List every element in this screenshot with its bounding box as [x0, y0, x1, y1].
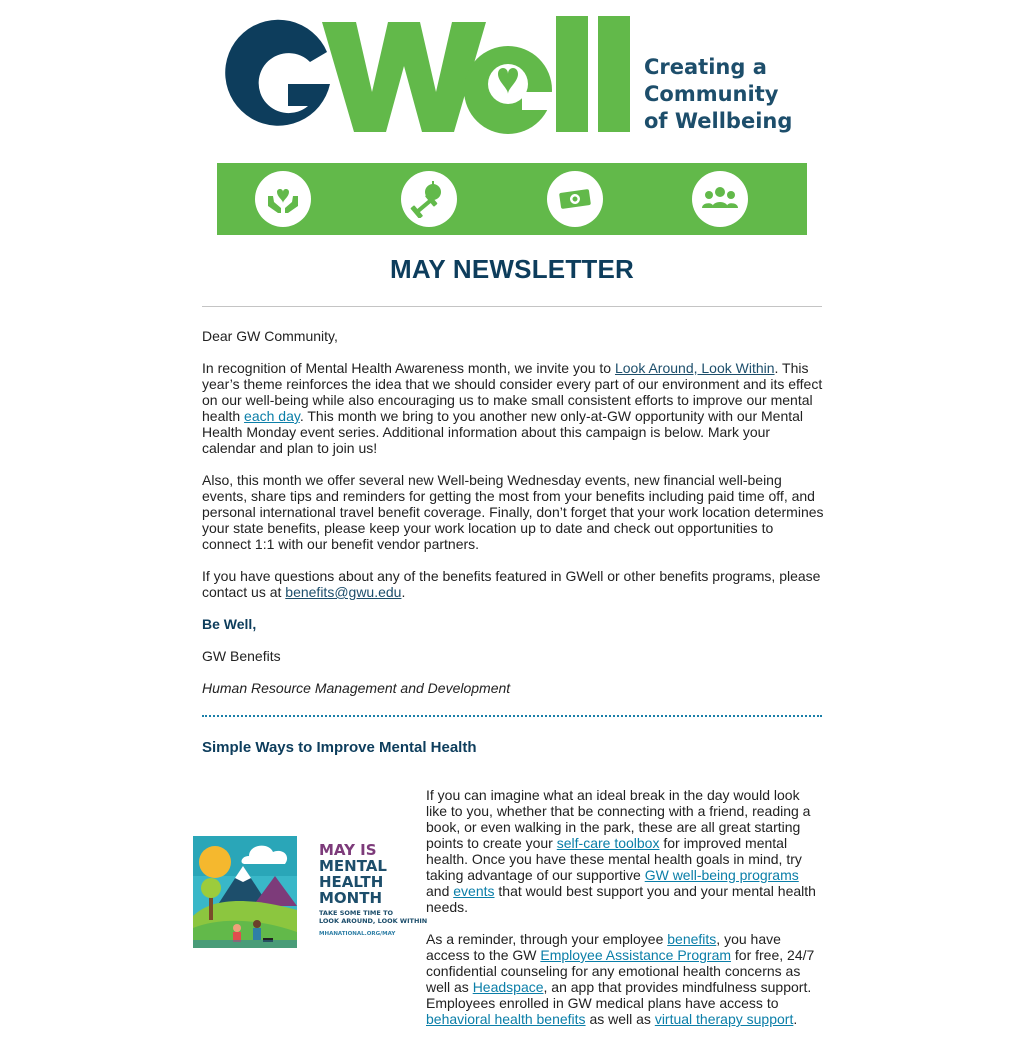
contact-text-1: If you have questions about any of the benefits featured in GWell or other benefits programs, please contact us at [202, 568, 821, 600]
sender-name: GW Benefits [202, 648, 281, 664]
self-care-text-2: for improved mental health. Once you have these mental health goals in mind, try taking advantage of our supportive [426, 835, 802, 883]
tagline-line-3: of Wellbeing [644, 109, 793, 133]
self-care-text-4: that would best support you and your mental health needs. [426, 883, 816, 915]
icon-banner [217, 163, 807, 235]
promo-line-5: TAKE SOME TIME TO [319, 909, 394, 917]
tagline-line-1: Creating a [644, 55, 767, 79]
mental-health-month-graphic [193, 836, 428, 948]
signoff: Be Well, [202, 616, 257, 632]
logo-tagline [644, 54, 814, 135]
reminder-text-5: as well as [585, 1011, 655, 1027]
contact-paragraph [202, 568, 824, 600]
well-being-programs-link[interactable]: GW well-being programs [644, 867, 799, 883]
apple-dumbbell-icon [401, 171, 457, 227]
self-care-text-3: and [426, 883, 454, 899]
tagline-line-2: Community [644, 82, 779, 106]
events-paragraph: Also, this month we offer several new Well-being Wednesday events, new financial well-being events, share tips and reminders for getting the most from your benefits including paid time off, and personal international travel benefit coverage. Finally, don’t forget that your work location determines your state benefits, please keep your work location up to date and check out opportunities to connect 1:1 with our benefit vendor partners. [202, 472, 824, 552]
people-group-icon [692, 171, 748, 227]
newsletter-title: MAY NEWSLETTER [389, 254, 635, 284]
logo-letter-g [225, 20, 330, 126]
promo-line-4: MONTH [319, 889, 383, 907]
reminder-text-6: . [793, 1011, 798, 1027]
reminder-text-1: As a reminder, through your employee [426, 931, 668, 947]
reminder-text-2: , you have access to the GW [426, 931, 781, 963]
section-title: Simple Ways to Improve Mental Health [202, 739, 477, 756]
promo-text [319, 841, 428, 938]
events-link[interactable]: events [453, 883, 495, 899]
intro-text-2: . This year’s theme reinforces the idea that we should consider every part of our environment and its effect on our well-being while also encouraging us to make small consistent efforts to improve our mental health [202, 360, 823, 424]
benefits-link[interactable]: benefits [667, 931, 717, 947]
promo-line-6: LOOK AROUND, LOOK WITHIN [319, 917, 428, 925]
self-care-paragraph [426, 787, 824, 915]
reminder-text-3: for free, 24/7 confidential counseling for any emotional health concerns as well as [426, 947, 815, 995]
logo-letter-e [464, 46, 556, 134]
self-care-toolbox-link[interactable]: self-care toolbox [556, 835, 660, 851]
reminder-text-4: , an app that provides mindfulness support. Employees enrolled in GW medical plans have access to [426, 979, 812, 1011]
contact-text-2: . [401, 584, 406, 600]
intro-text-1: In recognition of Mental Health Awareness month, we invite you to [202, 360, 615, 376]
behavioral-health-link[interactable]: behavioral health benefits [426, 1011, 586, 1027]
greeting: Dear GW Community, [202, 328, 338, 344]
intro-text-3: . This month we bring to you another new only-at-GW opportunity with our Mental Health Monday event series. Additional information about this campaign is below. Mark your calendar and plan to join us! [202, 408, 804, 456]
landscape-illustration [193, 836, 297, 948]
look-around-link[interactable]: Look Around, Look Within [614, 360, 775, 376]
self-care-text-1: If you can imagine what an ideal break in the day would look like to you, whether that be connecting with a friend, reading a book, or even walking in the park, these are all great starting points to create your [426, 787, 811, 851]
benefits-email-link[interactable]: benefits@gwu.edu [285, 584, 402, 600]
letter-body [202, 328, 824, 712]
headspace-link[interactable]: Headspace [472, 979, 544, 995]
sender-department: Human Resource Management and Development [202, 680, 511, 696]
promo-url: MHANATIONAL.ORG/MAY [319, 931, 396, 937]
section-divider [202, 715, 822, 717]
virtual-therapy-link[interactable]: virtual therapy support [654, 1011, 794, 1027]
intro-paragraph [202, 360, 824, 456]
promo-line-2: MENTAL [319, 857, 387, 875]
eap-link[interactable]: Employee Assistance Program [540, 947, 732, 963]
promo-line-3: HEALTH [319, 873, 384, 891]
logo-letter-w [322, 22, 486, 132]
logo-letter-l2 [598, 16, 630, 132]
mental-health-section-text [426, 787, 824, 1043]
logo-letter-l1 [556, 16, 588, 132]
hands-heart-icon [255, 171, 311, 227]
money-icon [547, 171, 603, 227]
promo-line-1: MAY IS [319, 841, 377, 859]
benefits-reminder-paragraph [426, 931, 824, 1027]
title-divider [202, 306, 822, 307]
each-day-link[interactable]: each day [244, 408, 300, 424]
